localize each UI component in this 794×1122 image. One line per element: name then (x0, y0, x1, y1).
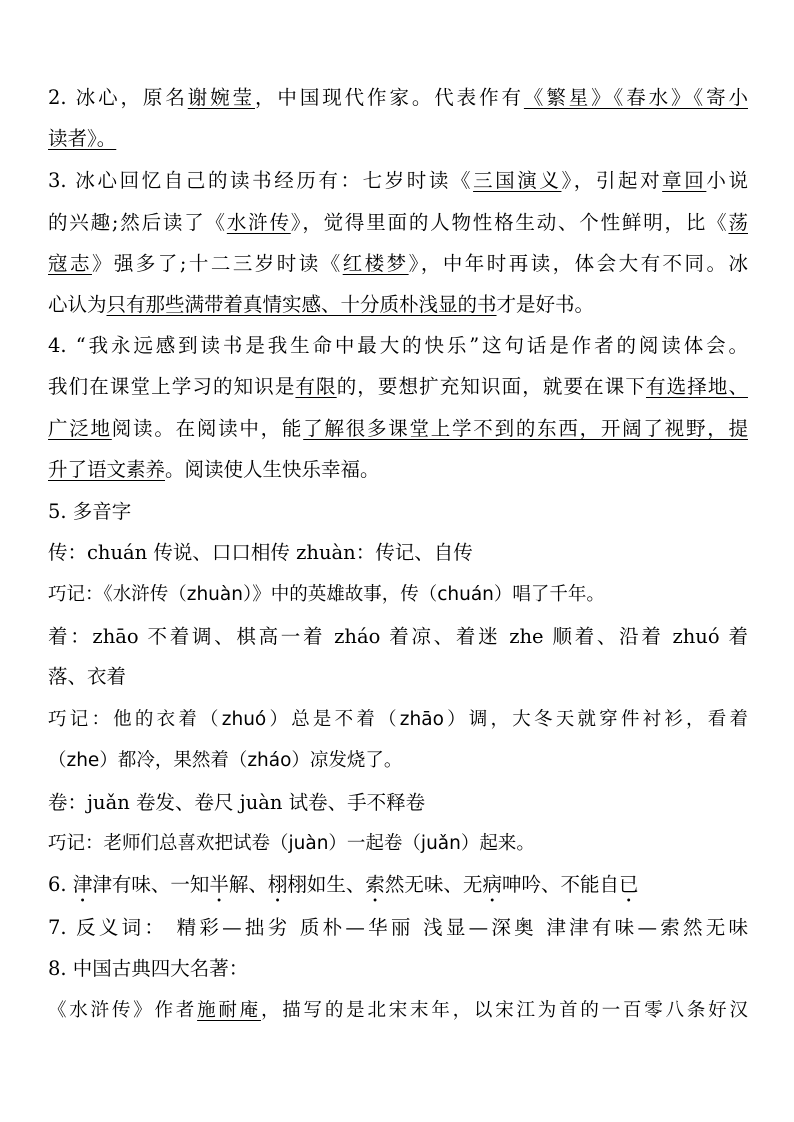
text-line-7 (48, 331, 748, 361)
text-line-8 (48, 372, 748, 402)
underlined-text: 水浒传 (226, 211, 291, 234)
text-line-13 (48, 580, 748, 610)
underlined-text: 谢婉莹 (187, 86, 255, 109)
underlined-text: 升了语文素养 (48, 458, 166, 481)
dotted-char: 栩 (267, 873, 288, 896)
text-span: （zhe）都冷，果然着（zháo）凉发烧了。 (48, 750, 403, 771)
text-span: 》，引起对 (561, 169, 663, 192)
text-span: 巧记：老师们总喜欢把试卷（juàn）一起卷（juǎn）起来。 (48, 833, 535, 854)
underlined-text: 广泛地 (48, 417, 112, 440)
underlined-text: 有选择地、 (645, 375, 748, 398)
text-span: ，中国现代作家。代表作有 (255, 86, 524, 109)
text-span: 。阅读使人生快乐幸福。 (165, 458, 380, 481)
text-span: ，描写的是北宋末年，以宋江为首的一百零八条好汉 (260, 1000, 748, 1021)
text-span: 小说 (706, 169, 748, 192)
text-span: 5. 多音字 (48, 500, 132, 523)
text-span: 8. 中国古典四大名著： (48, 957, 249, 980)
dotted-char: 索 (365, 873, 385, 896)
text-span: 2. 冰心，原名 (48, 86, 188, 109)
text-span: 巧记：《水浒传（zhuàn）》中的英雄故事，传（chuán）唱了千年。 (48, 584, 605, 605)
text-span: 《水浒传》作者 (48, 1000, 198, 1021)
underlined-text: 章回 (662, 169, 707, 192)
dotted-char: 津 (72, 873, 93, 896)
underlined-text: 三国演义 (473, 169, 562, 192)
text-span: 解、 (228, 873, 268, 896)
text-line-21 (48, 913, 748, 943)
underlined-text: 荡 (728, 211, 748, 234)
text-line-1 (48, 83, 748, 113)
text-line-22 (48, 954, 748, 984)
text-line-16 (48, 705, 748, 735)
text-span: 》强多了;十二三岁时读《 (91, 252, 343, 275)
text-line-20 (48, 870, 748, 900)
text-line-14 (48, 622, 748, 652)
text-line-18 (48, 788, 748, 818)
dotted-char: 半 (209, 873, 229, 896)
text-span: 落、衣着 (48, 665, 127, 688)
text-line-6 (48, 290, 748, 320)
text-line-15 (48, 662, 748, 692)
text-span: 然无味、无 (384, 873, 483, 896)
text-span: 的兴趣;然后读了《 (48, 211, 227, 234)
text-line-23 (48, 996, 748, 1026)
text-span: 阅读。在阅读中，能 (111, 417, 304, 440)
text-span: 6. (48, 873, 73, 896)
text-span: 卷：juǎn 卷发、卷尺 juàn 试卷、手不释卷 (48, 791, 426, 814)
text-span: 7. 反义词： 精彩—拙劣 质朴—华丽 浅显—深奥 津津有味—索然无味 (48, 916, 748, 939)
text-span: 津有味、一知 (92, 873, 210, 896)
text-line-17 (48, 746, 748, 776)
underlined-text: 读者》。 (48, 127, 117, 150)
text-line-10 (48, 455, 748, 485)
text-line-9 (48, 414, 748, 444)
underlined-text: 只有那些满带着真情实感、十分质朴浅显的书 (106, 293, 497, 316)
text-line-5 (48, 249, 748, 279)
underlined-text: 寇志 (48, 252, 92, 275)
text-span: 栩如生、 (287, 873, 366, 896)
text-span: 》，觉得里面的人物性格生动、个性鲜明，比《 (290, 211, 729, 234)
text-span: 巧记：他的衣着（zhuó）总是不着（zhāo）调，大冬天就穿件衬衫，看着 (48, 709, 748, 730)
text-span: 传：chuán 传说、口口相传 zhuàn：传记、自传 (48, 541, 473, 564)
text-line-12 (48, 538, 748, 568)
underlined-text: 《繁星》《春水》《寄小 (523, 86, 748, 109)
text-line-3 (48, 166, 748, 196)
underlined-text: 红楼梦 (342, 252, 409, 275)
text-span: 4. “我永远感到读书是我生命中最大的快乐”这句话是作者的阅读体会。 (48, 334, 748, 357)
text-line-19 (48, 829, 748, 859)
text-line-11 (48, 497, 748, 527)
underlined-text: 有限 (295, 375, 337, 398)
text-line-2 (48, 124, 748, 154)
text-span: 着：zhāo 不着调、棋高一着 zháo 着凉、着迷 zhe 顺着、沿着 zhuó 着 (48, 625, 748, 648)
dotted-char: 已 (618, 873, 639, 896)
underlined-text: 了解很多课堂上学不到的东西，开阔了视野，提 (303, 417, 748, 440)
text-span: 才是好书。 (496, 293, 595, 316)
underlined-text: 施耐庵 (197, 1000, 261, 1021)
text-span: 3. 冰心回忆自己的读书经历有：七岁时读《 (48, 169, 474, 192)
text-span: 心认为 (48, 293, 107, 316)
text-span: 的，要想扩充知识面，就要在课下 (336, 375, 646, 398)
text-span: 》，中年时再读，体会大有不同。冰 (408, 252, 748, 275)
dotted-char: 病 (482, 873, 502, 896)
text-line-4 (48, 208, 748, 238)
text-span: 呻吟、不能自 (501, 873, 619, 896)
text-span: 我们在课堂上学习的知识是 (48, 375, 296, 398)
